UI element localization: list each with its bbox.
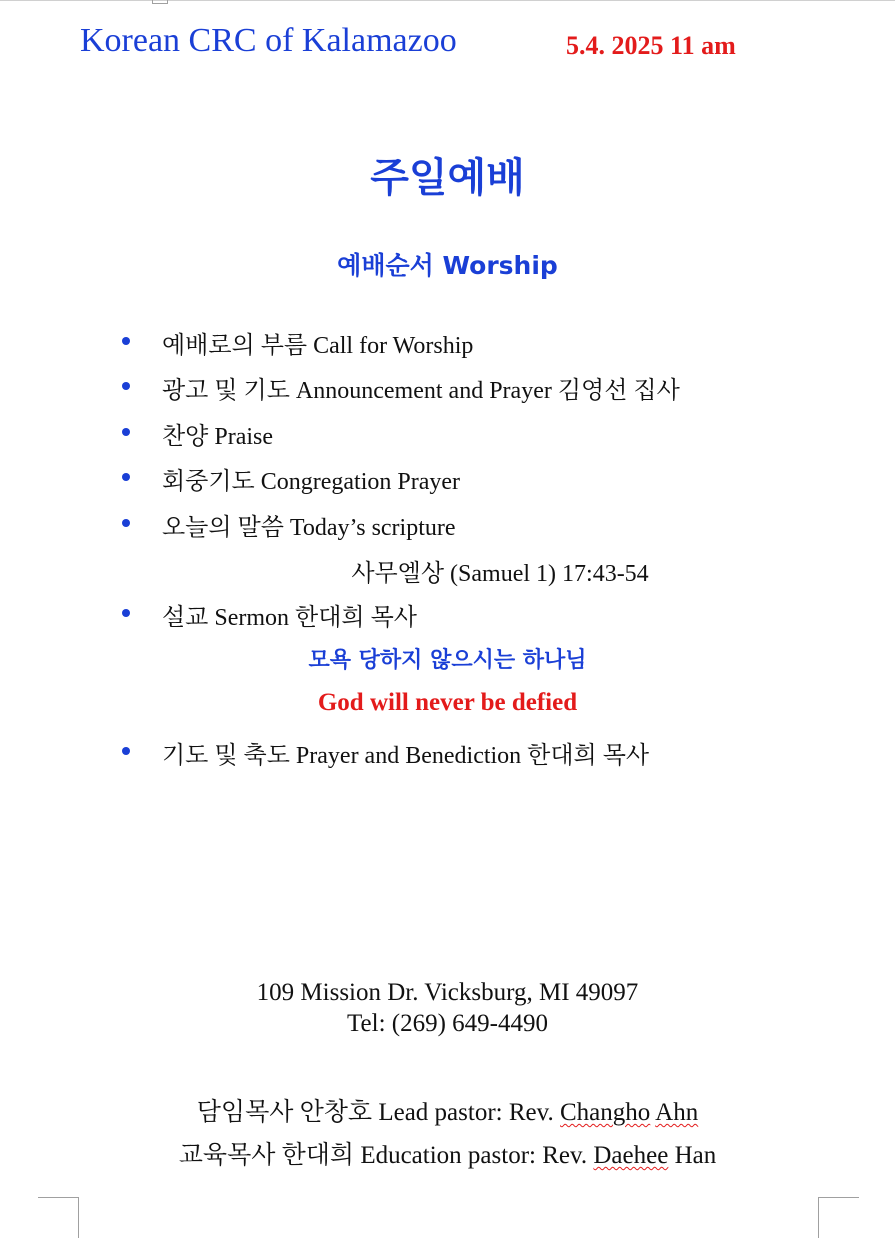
bullet-icon (122, 519, 130, 527)
lead-pastor (0, 1092, 895, 1128)
list-item: 광고 및 기도 Announcement and Prayer 김영선 집사 (162, 378, 680, 404)
sermon-title-english: God will never be defied (317, 689, 578, 716)
bullet-icon (122, 428, 130, 436)
lead-pastor-last-name: Ahn (655, 1099, 699, 1126)
education-pastor (0, 1135, 895, 1171)
bullet-icon (122, 473, 130, 481)
church-name: Korean CRC of Kalamazoo (80, 22, 457, 59)
church-address: 109 Mission Dr. Vicksburg, MI 49097 (256, 979, 639, 1006)
service-date-time: 5.4. 2025 11 am (566, 31, 736, 60)
scripture-reference: 사무엘상 (Samuel 1) 17:43-54 (351, 561, 649, 587)
page-title: 주일예배 (370, 155, 525, 201)
list-item: 예배로의 부름 Call for Worship (162, 333, 474, 359)
lead-pastor-first-name: Changho (560, 1099, 651, 1126)
page-corner-mark-left (38, 1197, 79, 1238)
bullet-icon (122, 337, 130, 345)
list-item: 회중기도 Congregation Prayer (162, 469, 461, 495)
worship-order-title: 예배순서 Worship (337, 251, 558, 280)
bullet-icon (122, 747, 130, 755)
page-top-edge (0, 0, 895, 1)
education-pastor-last-name: Han (674, 1142, 717, 1169)
bullet-icon (122, 382, 130, 390)
page-corner-mark-right (818, 1197, 859, 1238)
lead-pastor-prefix: 담임목사 안창호 Lead pastor: Rev. (196, 1099, 560, 1126)
church-phone: Tel: (269) 649-4490 (347, 1010, 548, 1037)
ruler-mark (152, 0, 168, 4)
list-item: 설교 Sermon 한대희 목사 (162, 605, 417, 631)
education-pastor-first-name: Daehee (593, 1142, 669, 1169)
list-item: 기도 및 축도 Prayer and Benediction 한대희 목사 (162, 743, 650, 769)
sermon-title-korean: 모욕 당하지 않으시는 하나님 (308, 648, 587, 673)
list-item: 오늘의 말씀 Today’s scripture (162, 515, 456, 541)
bullet-icon (122, 609, 130, 617)
education-pastor-prefix: 교육목사 한대희 Education pastor: Rev. (178, 1142, 594, 1169)
list-item: 찬양 Praise (162, 424, 274, 450)
